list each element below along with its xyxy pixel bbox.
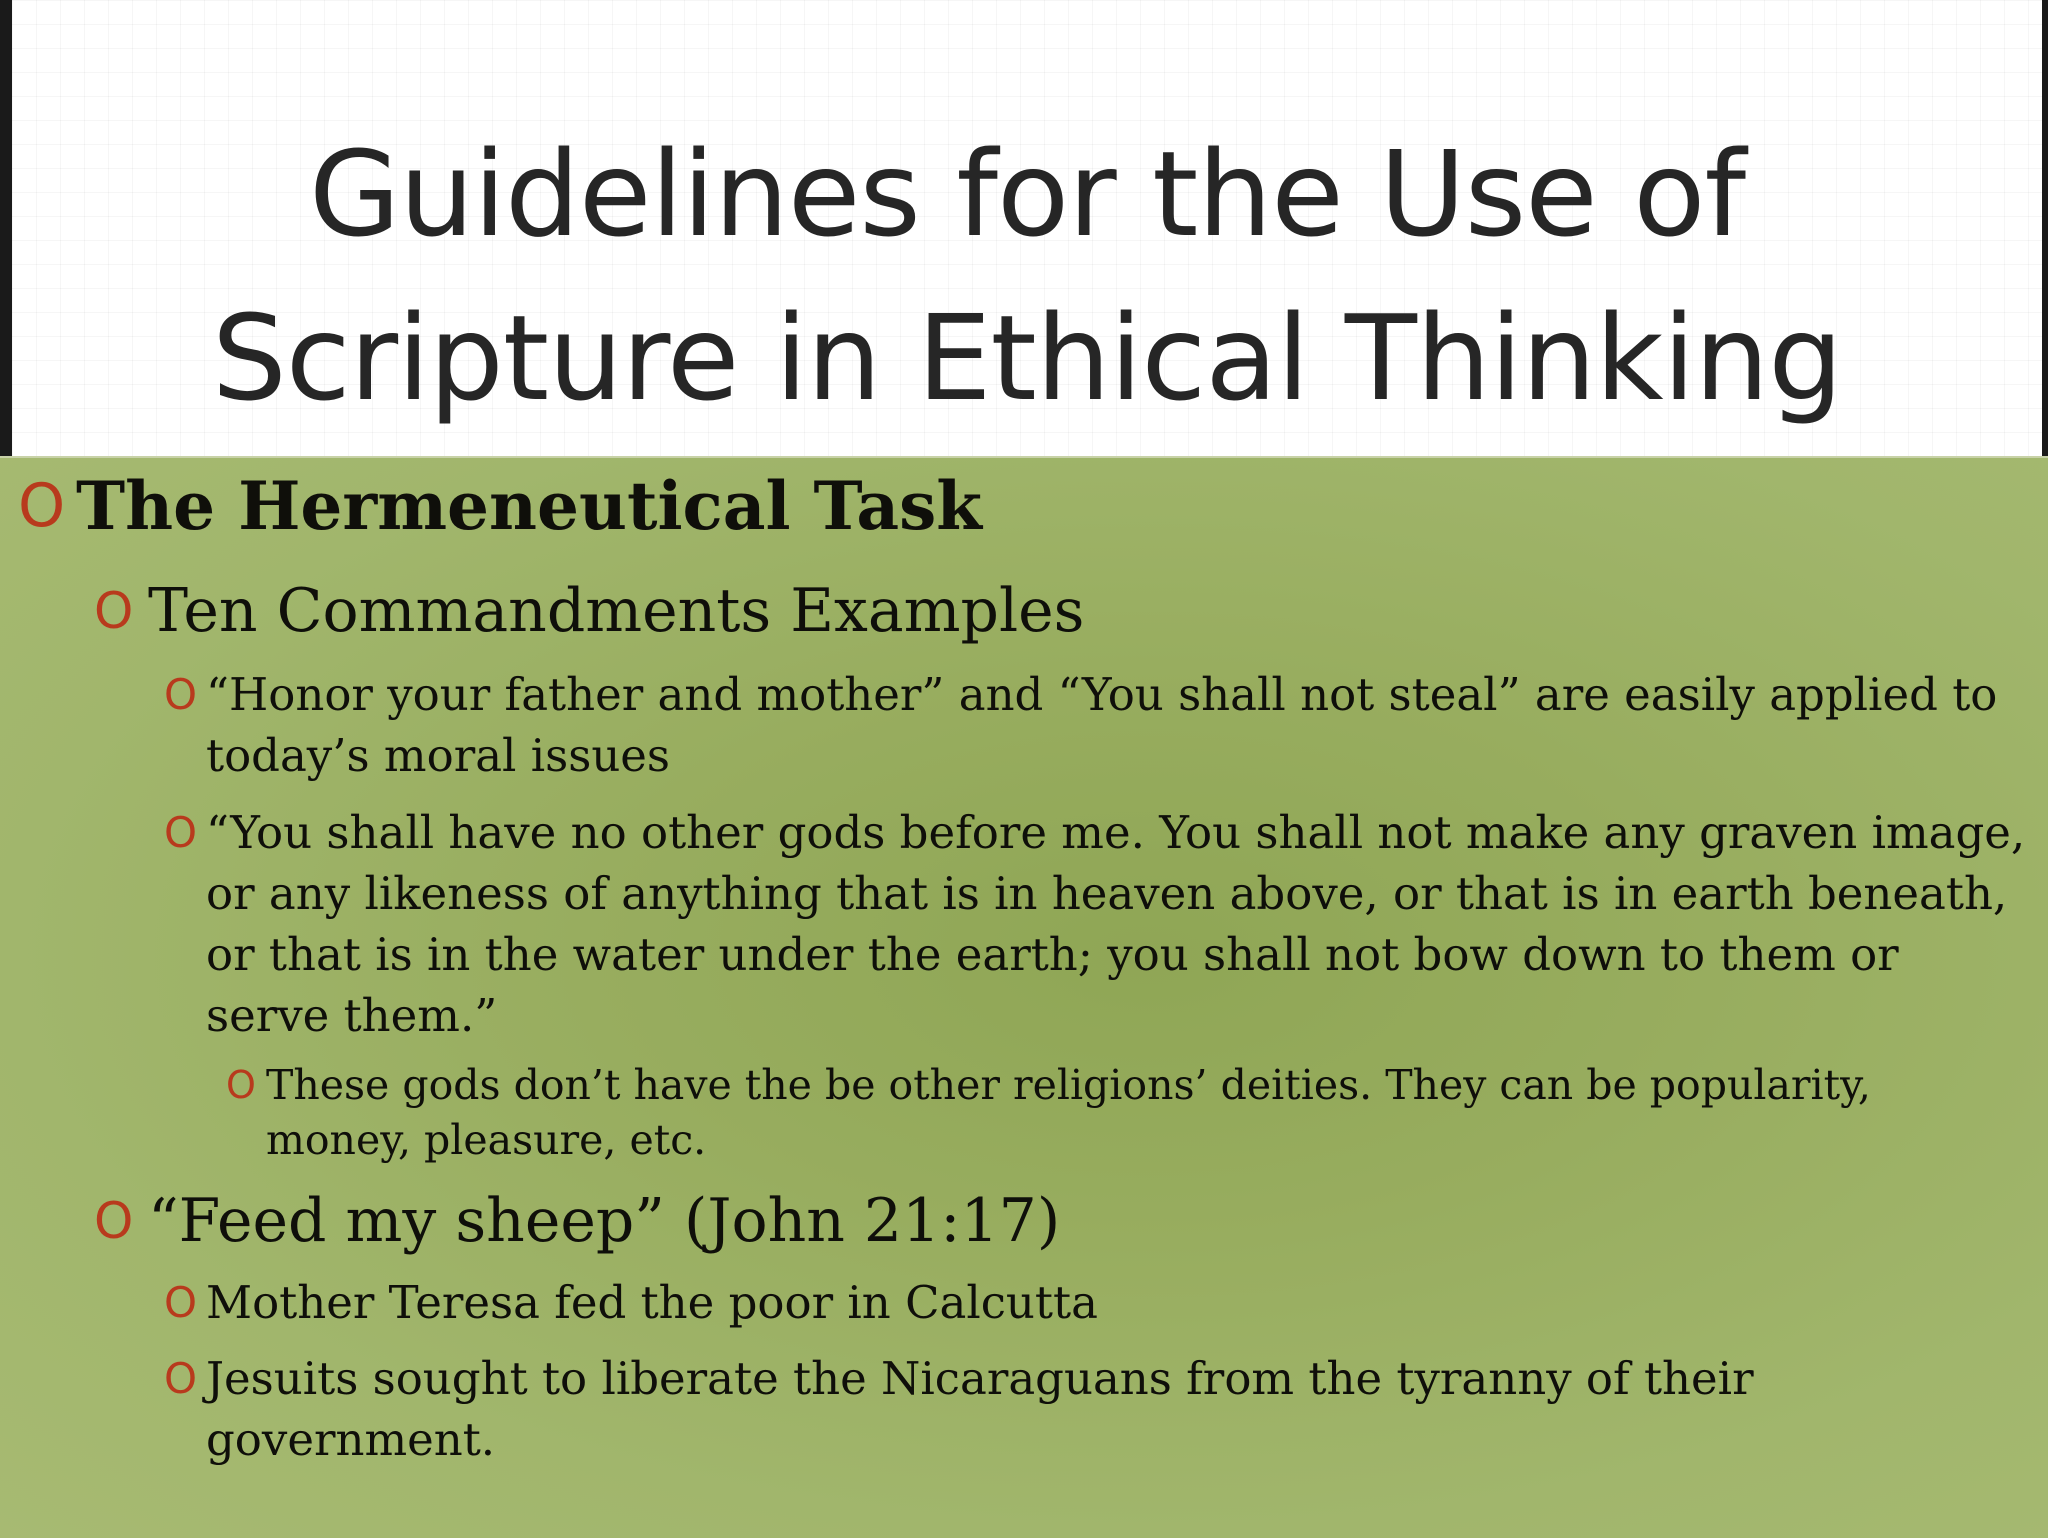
slide-title-line-2: Scripture in Ethical Thinking	[211, 289, 1843, 427]
bullet-item-text: “You shall have no other gods before me. You shall not make any graven image, or any likeness of anything that is in heaven above, or that is in earth beneath, or that is in the water under the earth; you shall not bow down to them or serve them.”	[206, 806, 2026, 1042]
bullet-section-label: “Feed my sheep” (John 21:17)	[148, 1186, 1061, 1256]
bullet-item-text: “Honor your father and mother” and “You shall not steal” are easily applied to today’s moral issues	[206, 668, 1998, 782]
slide-title	[12, 112, 2042, 440]
bullet-ten-commandments	[94, 574, 1084, 648]
bullet-feed-my-sheep	[94, 1184, 1060, 1258]
bullet-marker-icon: O	[164, 1278, 198, 1327]
bullet-hermeneutical-task	[18, 468, 982, 544]
bullet-gods-explanation	[226, 1058, 2006, 1168]
bullet-heading-text: The Hermeneutical Task	[76, 467, 982, 545]
bullet-marker-icon: O	[94, 1192, 134, 1250]
bullet-marker-icon: O	[164, 1354, 198, 1403]
bullet-marker-icon: O	[164, 808, 198, 857]
bullet-jesuits	[164, 1348, 2036, 1470]
bullet-item-text: Mother Teresa fed the poor in Calcutta	[206, 1276, 1098, 1329]
bullet-marker-icon: O	[226, 1063, 256, 1107]
slide-title-line-1: Guidelines for the Use of	[308, 125, 1746, 263]
bullet-item-text: Jesuits sought to liberate the Nicaraguans from the tyranny of their government.	[206, 1352, 1754, 1466]
bullet-marker-icon: O	[18, 471, 66, 541]
bullet-honor-steal	[164, 664, 2036, 786]
bullet-section-label: Ten Commandments Examples	[148, 576, 1085, 646]
right-frame-edge	[2042, 0, 2048, 458]
bullet-no-other-gods	[164, 802, 2036, 1046]
bullet-sub-item-text: These gods don’t have the be other religions’ deities. They can be popularity, money, pleasure, etc.	[266, 1061, 1871, 1164]
bullet-marker-icon: O	[94, 582, 134, 640]
title-area	[12, 0, 2042, 456]
bullet-mother-teresa	[164, 1272, 2036, 1333]
bullet-marker-icon: O	[164, 670, 198, 719]
left-frame-edge	[0, 0, 12, 458]
